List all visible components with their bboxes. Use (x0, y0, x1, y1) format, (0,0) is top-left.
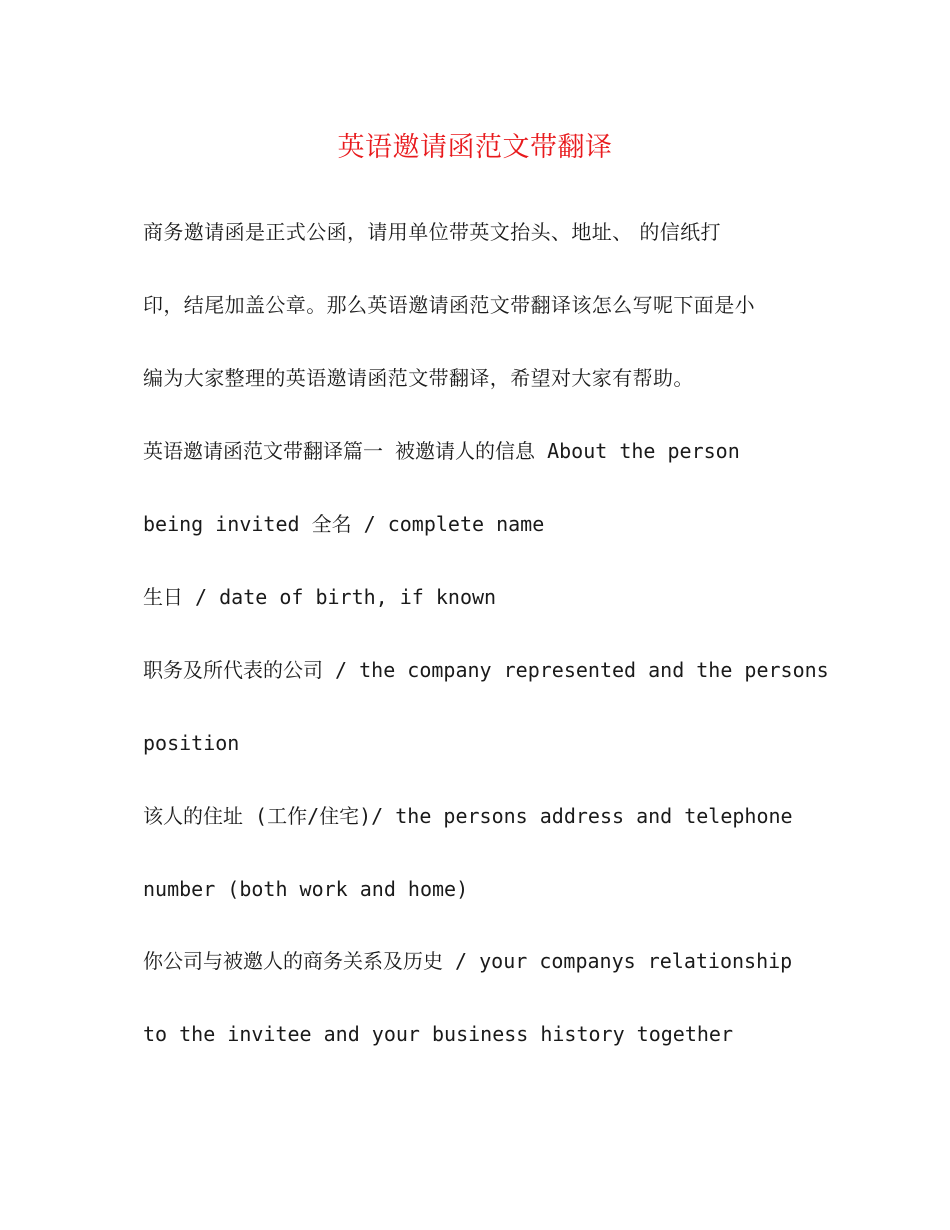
document-title: 英语邀请函范文带翻译 (337, 132, 613, 163)
paragraph-line-3: 编为大家整理的英语邀请函范文带翻译，希望对大家有帮助。 (143, 366, 694, 390)
paragraph-line-4: 英语邀请函范文带翻译篇一 被邀请人的信息 About the person (143, 439, 740, 463)
paragraph-line-6: 生日 / date of birth, if known (143, 585, 497, 609)
paragraph-line-5: being invited 全名 / complete name (143, 512, 545, 536)
paragraph-line-9: 该人的住址 (工作/住宅)/ the persons address and telephone (143, 804, 793, 828)
paragraph-line-2: 印，结尾加盖公章。那么英语邀请函范文带翻译该怎么写呢下面是小 (143, 293, 755, 317)
paragraph-line-12: to the invitee and your business history together (143, 1022, 734, 1046)
paragraph-line-1: 商务邀请函是正式公函，请用单位带英文抬头、地址、 的信纸打 (143, 220, 721, 244)
paragraph-line-8: position (143, 731, 240, 755)
paragraph-line-10: number (both work and home) (143, 877, 469, 901)
paragraph-line-7: 职务及所代表的公司 / the company represented and the persons (143, 658, 829, 682)
paragraph-line-11: 你公司与被邀人的商务关系及历史 / your companys relationship (143, 949, 793, 973)
